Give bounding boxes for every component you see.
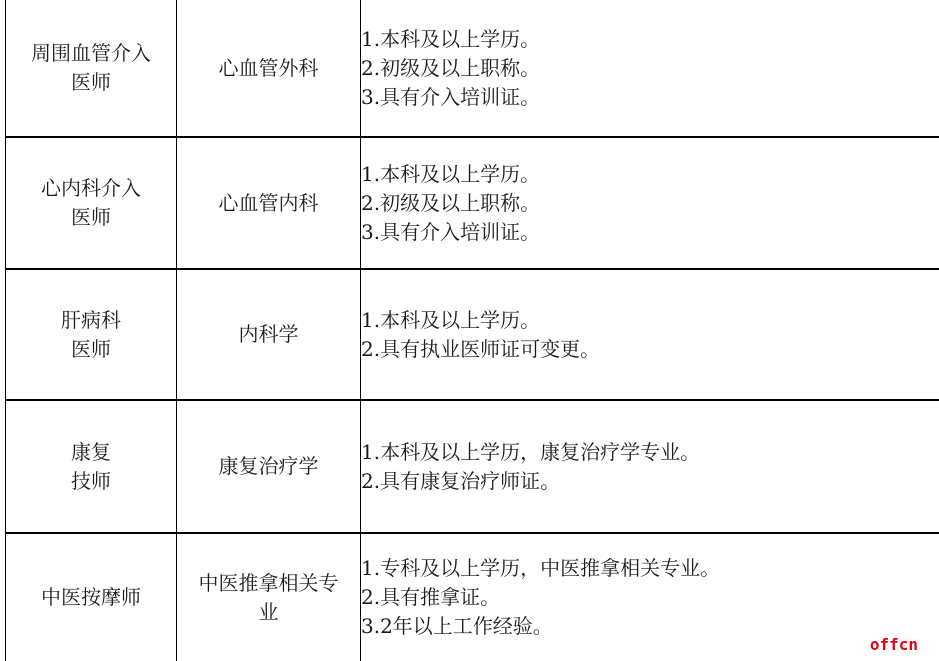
requirement-line: 1.专科及以上学历，中医推拿相关专业。 <box>361 556 721 580</box>
requirement-line: 2.初级及以上职称。 <box>361 55 541 80</box>
watermark-offcn: offcn <box>869 635 918 654</box>
requirements-cell <box>361 269 939 400</box>
position-line: 医师 <box>71 205 111 229</box>
position-line: 中医按摩师 <box>41 585 141 609</box>
requirement-line: 2.具有康复治疗师证。 <box>361 468 561 493</box>
table-row <box>6 533 939 661</box>
position-line: 肝病科 <box>61 307 121 332</box>
table-row <box>6 0 939 137</box>
major-cell <box>177 400 361 533</box>
requirement-line: 2.具有推拿证。 <box>361 585 501 609</box>
requirements-cell <box>361 533 939 661</box>
requirement-line: 1.本科及以上学历。 <box>361 307 541 332</box>
requirement-line: 1.本科及以上学历。 <box>361 161 541 186</box>
requirement-line: 3.具有介入培训证。 <box>361 84 541 109</box>
table-row <box>6 137 939 269</box>
table-row <box>6 269 939 400</box>
requirement-line: 2.具有执业医师证可变更。 <box>361 336 601 361</box>
requirement-line: 1.本科及以上学历。 <box>361 26 541 51</box>
major-line: 康复治疗学 <box>218 454 319 478</box>
major-line: 心血管外科 <box>218 55 319 80</box>
position-cell <box>6 0 177 137</box>
position-line: 周围血管介入 <box>31 41 151 65</box>
position-cell <box>6 400 177 533</box>
requirement-line: 1.本科及以上学历，康复治疗学专业。 <box>361 439 701 464</box>
position-line: 医师 <box>71 336 111 361</box>
requirement-line: 3.2年以上工作经验。 <box>361 614 553 638</box>
requirement-line: 3.具有介入培训证。 <box>361 219 541 244</box>
position-line: 康复 <box>71 439 111 464</box>
position-line: 医师 <box>71 70 111 94</box>
position-cell <box>6 533 177 661</box>
major-line: 中医推拿相关专 <box>198 570 339 595</box>
requirements-cell <box>361 400 939 533</box>
major-line: 内科学 <box>238 322 299 346</box>
major-cell <box>177 0 361 137</box>
major-cell <box>177 137 361 269</box>
major-cell <box>177 269 361 400</box>
requirements-cell <box>361 0 939 137</box>
major-cell <box>177 533 361 661</box>
job-table <box>5 0 939 661</box>
major-line: 业 <box>258 599 279 624</box>
position-line: 技师 <box>71 468 111 493</box>
position-line: 心内科介入 <box>41 176 141 200</box>
requirements-cell <box>361 137 939 269</box>
position-cell <box>6 137 177 269</box>
position-cell <box>6 269 177 400</box>
table-row <box>6 400 939 533</box>
requirement-line: 2.初级及以上职称。 <box>361 190 541 215</box>
major-line: 心血管内科 <box>218 190 319 215</box>
